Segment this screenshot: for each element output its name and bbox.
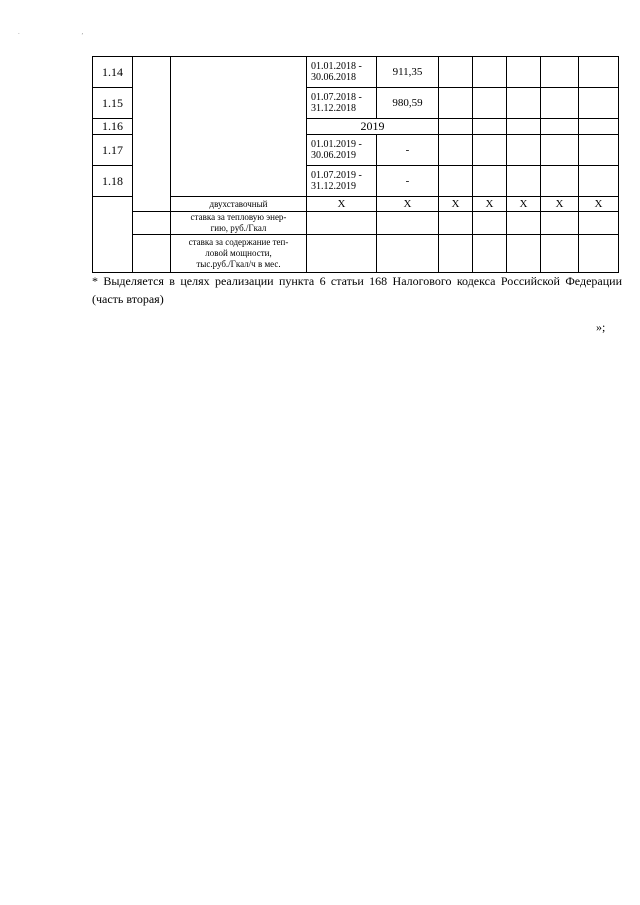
value-cell: 911,35 [377, 57, 439, 88]
period-cell: 01.07.2018 - 31.12.2018 [307, 88, 377, 119]
x-mark: X [439, 197, 473, 212]
x-mark: X [307, 197, 377, 212]
year-cell: 2019 [307, 119, 439, 135]
scan-marks: . , [18, 28, 114, 36]
table-row [93, 57, 619, 88]
table-row [93, 212, 619, 235]
x-mark: X [377, 197, 439, 212]
x-mark: X [473, 197, 507, 212]
two-part-label: двухставочный [171, 197, 307, 212]
table-row [93, 197, 619, 212]
footnote: * Выделяется в целях реализации пункта 6 статьи 168 Налогового кодекса Российской Федерации (часть вторая) [92, 274, 622, 306]
period-cell: 01.01.2019 - 30.06.2019 [307, 135, 377, 166]
blank-cell [171, 57, 307, 197]
blank-cell [133, 57, 171, 212]
x-mark: X [579, 197, 619, 212]
capacity-rate-label: ставка за содержание теп- ловой мощности, тыс.руб./Гкал/ч в мес. [171, 235, 307, 273]
row-number: 1.17 [93, 135, 133, 166]
row-number: 1.15 [93, 88, 133, 119]
heat-rate-label: ставка за тепловую энер- гию, руб./Гкал [171, 212, 307, 235]
blank-cell [93, 197, 133, 273]
value-cell: 980,59 [377, 88, 439, 119]
row-number: 1.18 [93, 166, 133, 197]
row-number: 1.16 [93, 119, 133, 135]
closing-quote: »; [596, 320, 606, 334]
value-cell: - [377, 166, 439, 197]
tariff-table [92, 56, 619, 273]
period-cell: 01.01.2018 - 30.06.2018 [307, 57, 377, 88]
value-cell: - [377, 135, 439, 166]
x-mark: X [541, 197, 579, 212]
table-row [93, 235, 619, 273]
row-number: 1.14 [93, 57, 133, 88]
x-mark: X [507, 197, 541, 212]
period-cell: 01.07.2019 - 31.12.2019 [307, 166, 377, 197]
